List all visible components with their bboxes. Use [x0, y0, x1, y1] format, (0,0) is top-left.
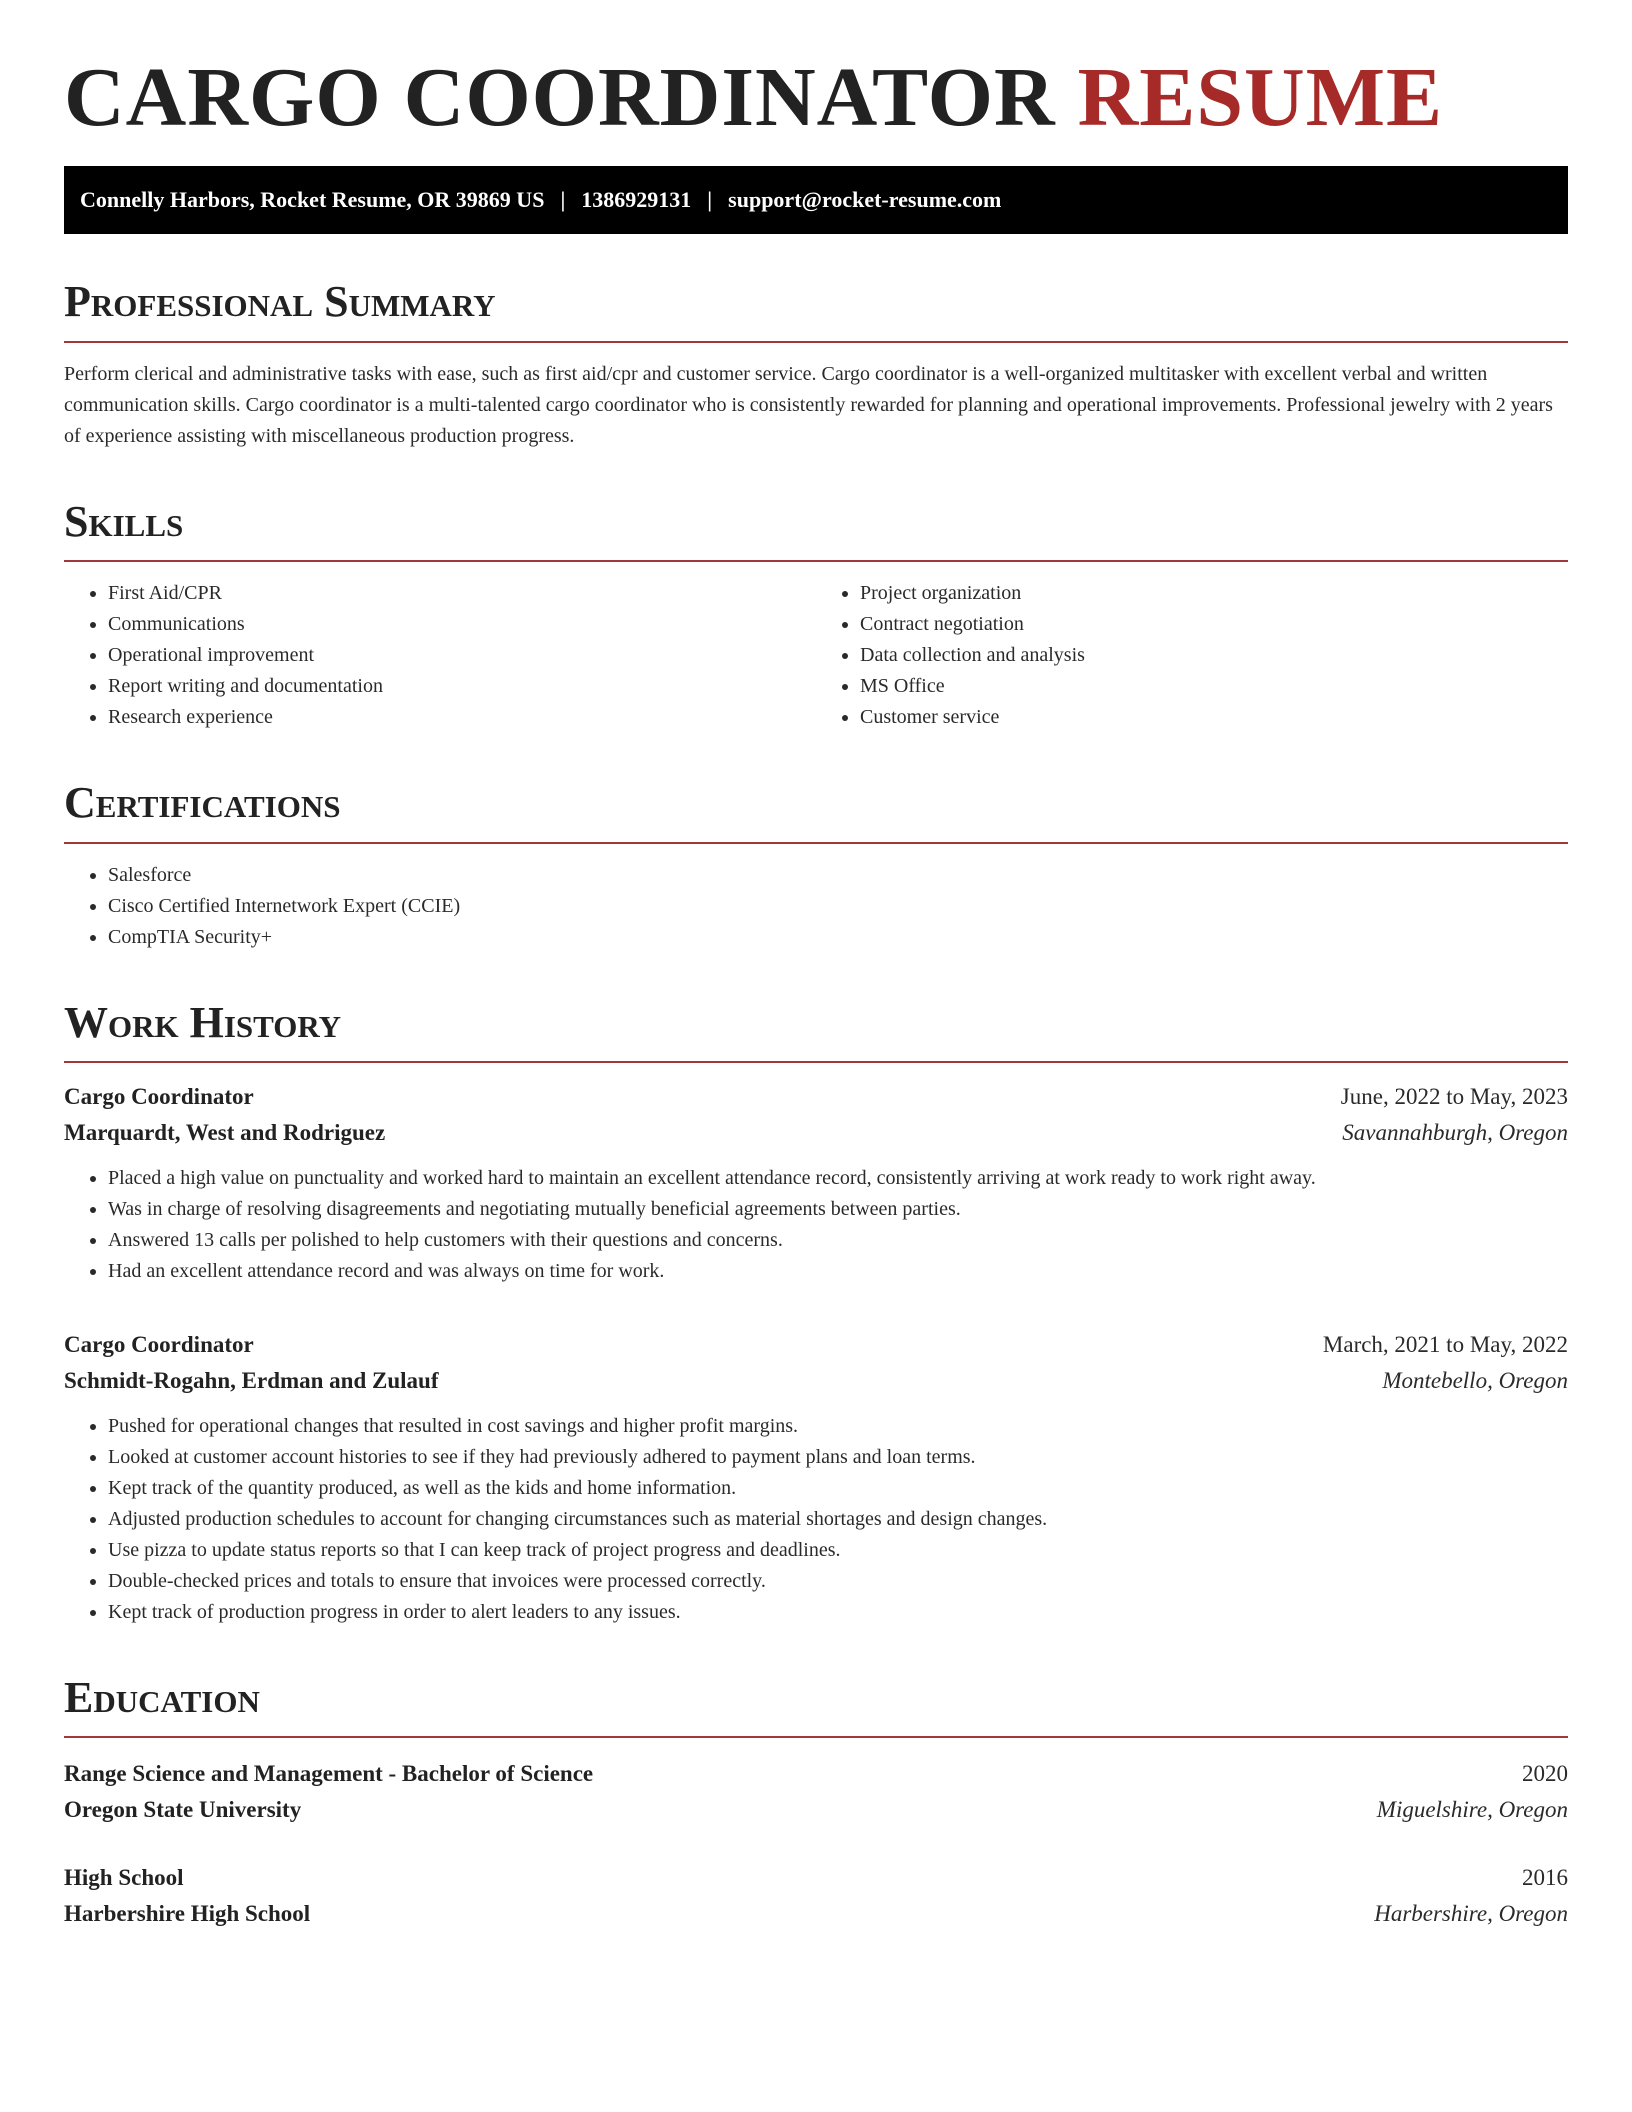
- skills-column-left: [64, 578, 816, 733]
- title-main: CARGO COORDINATOR: [64, 51, 1056, 144]
- education-year: 2016: [1522, 1865, 1568, 1891]
- contact-bar: [64, 166, 1568, 234]
- contact-address: Connelly Harbors, Rocket Resume, OR 39869 US: [80, 187, 545, 213]
- skill-item: • Report writing and documentation: [108, 671, 816, 702]
- job-location: Savannahburgh, Oregon: [1342, 1119, 1568, 1145]
- job-duty: • Had an excellent attendance record and was always on time for work.: [108, 1256, 1568, 1287]
- skill-item: • Project organization: [860, 578, 1568, 609]
- skill-item: • Operational improvement: [108, 640, 816, 671]
- job-duties: [64, 1411, 1568, 1628]
- skill-item: • First Aid/CPR: [108, 578, 816, 609]
- job-duties: [64, 1163, 1568, 1287]
- job-duty: • Double-checked prices and totals to ensure that invoices were processed correctly.: [108, 1566, 1568, 1597]
- education-degree-row: [64, 1756, 1568, 1792]
- education-location: Harbershire, Oregon: [1374, 1901, 1568, 1927]
- contact-separator: |: [560, 187, 566, 213]
- education-entry: [64, 1756, 1568, 1828]
- education-year: 2020: [1522, 1761, 1568, 1787]
- summary-text: Perform clerical and administrative tasks with ease, such as first aid/cpr and customer service. Cargo coordinator is a well-organized multitasker with excellent verbal and written communication skills. Cargo coordinator is a multi-talented cargo coordinator who is consistently rewarded for planning and operational improvements. Professional jewelry with 2 years of experience assisting with miscellaneous production progress.: [64, 362, 1553, 447]
- resume-title: [64, 52, 1568, 144]
- job-duty: • Adjusted production schedules to account for changing circumstances such as material shortages and design changes.: [108, 1504, 1568, 1535]
- contact-email: support@rocket-resume.com: [728, 187, 1002, 213]
- job-title: Cargo Coordinator: [64, 1331, 254, 1357]
- skill-item: • Communications: [108, 609, 816, 640]
- job-company: Schmidt-Rogahn, Erdman and Zulauf: [64, 1367, 439, 1393]
- education-degree-row: [64, 1860, 1568, 1896]
- work-history-heading: Work History: [64, 999, 1568, 1063]
- skill-item: • MS Office: [860, 671, 1568, 702]
- job-duty: • Use pizza to update status reports so that I can keep track of project progress and deadlines.: [108, 1535, 1568, 1566]
- job-duty: • Pushed for operational changes that resulted in cost savings and higher profit margins.: [108, 1411, 1568, 1442]
- job-duty: • Placed a high value on punctuality and worked hard to maintain an excellent attendance record, consistently arriving at work ready to work right away.: [108, 1163, 1568, 1194]
- skills-heading: Skills: [64, 498, 1568, 562]
- job-company-row: [64, 1115, 1568, 1151]
- skills-list: [64, 562, 1568, 733]
- education-location: Miguelshire, Oregon: [1376, 1797, 1568, 1823]
- contact-phone: 1386929131: [581, 187, 692, 213]
- job-duty: • Was in charge of resolving disagreements and negotiating mutually beneficial agreements between parties.: [108, 1194, 1568, 1225]
- job-dates: March, 2021 to May, 2022: [1322, 1331, 1568, 1357]
- job-entry: [64, 1327, 1568, 1628]
- certification-item: • Salesforce: [108, 860, 1568, 891]
- certification-item: • CompTIA Security+: [108, 922, 1568, 953]
- skill-item: • Research experience: [108, 702, 816, 733]
- job-company: Marquardt, West and Rodriguez: [64, 1119, 386, 1145]
- education-entry: [64, 1860, 1568, 1932]
- job-entry: [64, 1079, 1568, 1287]
- skill-item: • Contract negotiation: [860, 609, 1568, 640]
- certifications-heading: Certifications: [64, 779, 1568, 843]
- contact-separator: |: [707, 187, 713, 213]
- job-duty: • Answered 13 calls per polished to help customers with their questions and concerns.: [108, 1225, 1568, 1256]
- education-degree: High School: [64, 1865, 184, 1891]
- education-school: Oregon State University: [64, 1797, 302, 1823]
- summary-heading: Professional Summary: [64, 278, 1568, 342]
- title-accent: RESUME: [1077, 51, 1444, 144]
- education-heading: Education: [64, 1674, 1568, 1738]
- certification-item: • Cisco Certified Internetwork Expert (CCIE): [108, 891, 1568, 922]
- skill-item: • Customer service: [860, 702, 1568, 733]
- job-duty: • Kept track of the quantity produced, as well as the kids and home information.: [108, 1473, 1568, 1504]
- job-location: Montebello, Oregon: [1382, 1367, 1568, 1393]
- job-title-row: [64, 1079, 1568, 1115]
- education-school-row: [64, 1896, 1568, 1932]
- skill-item: • Data collection and analysis: [860, 640, 1568, 671]
- job-dates: June, 2022 to May, 2023: [1340, 1083, 1568, 1109]
- education-school-row: [64, 1792, 1568, 1828]
- certifications-list: [64, 860, 1568, 953]
- education-school: Harbershire High School: [64, 1901, 311, 1927]
- education-degree: Range Science and Management - Bachelor of Science: [64, 1761, 594, 1787]
- skills-column-right: [816, 578, 1568, 733]
- job-title-row: [64, 1327, 1568, 1363]
- job-duty: • Looked at customer account histories to see if they had previously adhered to payment plans and loan terms.: [108, 1442, 1568, 1473]
- job-duty: • Kept track of production progress in order to alert leaders to any issues.: [108, 1597, 1568, 1628]
- job-company-row: [64, 1363, 1568, 1399]
- job-title: Cargo Coordinator: [64, 1083, 254, 1109]
